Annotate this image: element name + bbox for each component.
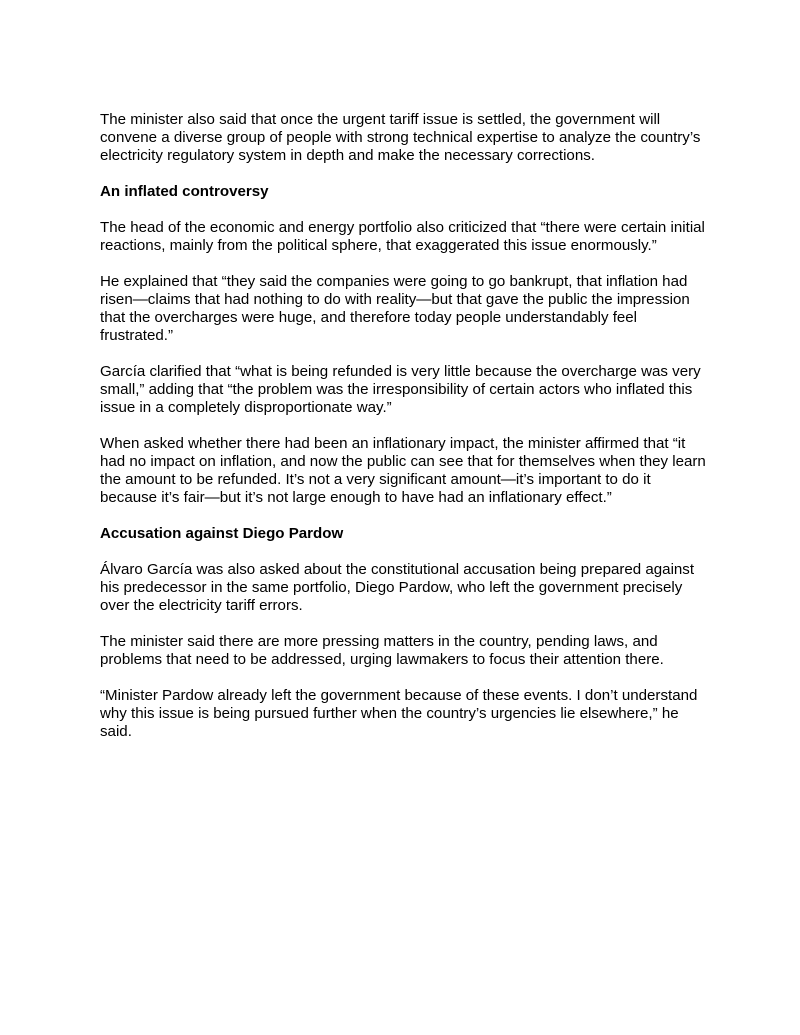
- paragraph: Álvaro García was also asked about the constitutional accusation being prepared against his predecessor in the same portfolio, Diego Pardow, who left the government precisely over the electricity tariff errors.: [100, 561, 695, 614]
- document-page: [100, 111, 706, 759]
- paragraph: The minister said there are more pressing matters in the country, pending laws, and problems that need to be addressed, urging lawmakers to focus their attention there.: [100, 633, 664, 668]
- paragraph: García clarified that “what is being refunded is very little because the overcharge was very small,” adding that “the problem was the irresponsibility of certain actors who inflated this issue in a completely disproportionate way.”: [100, 363, 701, 416]
- paragraph: The head of the economic and energy portfolio also criticized that “there were certain initial reactions, mainly from the political sphere, that exaggerated this issue enormously.”: [100, 219, 705, 254]
- section-heading: An inflated controversy: [100, 183, 269, 200]
- paragraph: When asked whether there had been an inflationary impact, the minister affirmed that “it had no impact on inflation, and now the public can see that for themselves when they learn the amount to be refunded. It’s not a very significant amount—it’s important to do it because it’s fair—but it’s not large enough to have had an inflationary effect.”: [100, 435, 706, 506]
- paragraph: The minister also said that once the urgent tariff issue is settled, the government will convene a diverse group of people with strong technical expertise to analyze the country’s electricity regulatory system in depth and make the necessary corrections.: [100, 111, 701, 164]
- paragraph: “Minister Pardow already left the government because of these events. I don’t understand why this issue is being pursued further when the country’s urgencies lie elsewhere,” he said.: [100, 687, 698, 740]
- section-heading: Accusation against Diego Pardow: [100, 525, 344, 542]
- paragraph: He explained that “they said the companies were going to go bankrupt, that inflation had risen—claims that had nothing to do with reality—but that gave the public the impression that the overcharges were huge, and therefore today people understandably feel frustrated.”: [100, 273, 690, 344]
